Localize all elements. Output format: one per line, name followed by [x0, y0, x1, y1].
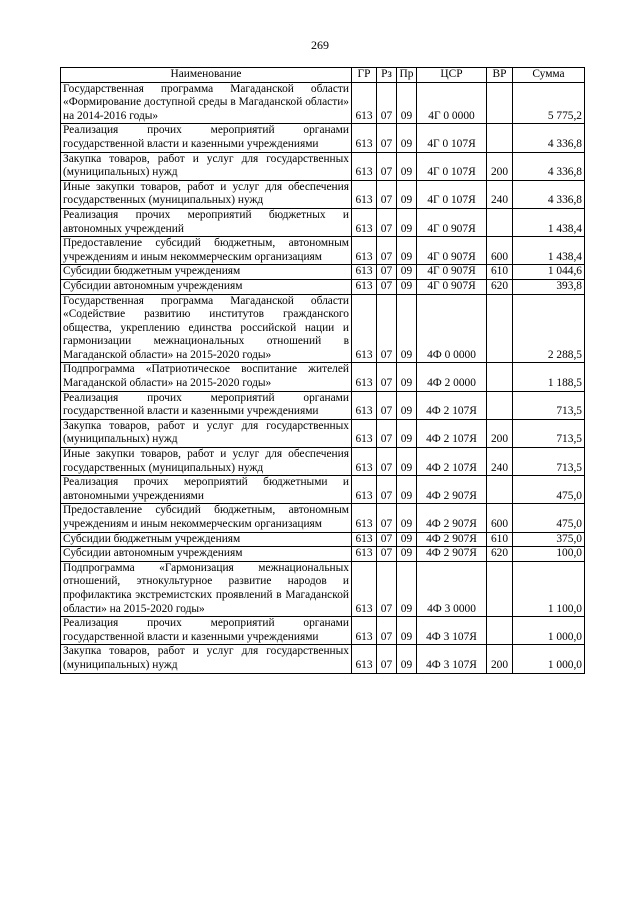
header-name: Наименование	[61, 68, 352, 83]
table-row	[61, 82, 585, 124]
cell-csr: 4Ф 3 107Я	[417, 645, 487, 673]
cell-name: Реализация прочих мероприятий органами государственной власти и казенными учреждениями	[61, 617, 352, 645]
cell-csr: 4Ф 2 107Я	[417, 419, 487, 447]
cell-csr: 4Ф 2 907Я	[417, 476, 487, 504]
cell-sum: 393,8	[513, 279, 585, 294]
cell-csr: 4Ф 2 107Я	[417, 448, 487, 476]
cell-vr	[487, 391, 513, 419]
cell-vr: 200	[487, 419, 513, 447]
header-rz: Рз	[377, 68, 397, 83]
cell-rz: 07	[377, 237, 397, 265]
cell-csr: 4Ф 2 907Я	[417, 504, 487, 532]
table-row	[61, 561, 585, 616]
cell-pr: 09	[397, 645, 417, 673]
cell-name: Закупка товаров, работ и услуг для государственных (муниципальных) нужд	[61, 152, 352, 180]
cell-pr: 09	[397, 419, 417, 447]
cell-gr: 613	[352, 504, 377, 532]
cell-name: Государственная программа Магаданской области «Формирование доступной среды в Магаданской области» на 2014-2016 годы»	[61, 82, 352, 124]
cell-csr: 4Г 0 107Я	[417, 124, 487, 152]
cell-pr: 09	[397, 532, 417, 547]
cell-sum: 1 100,0	[513, 561, 585, 616]
cell-csr: 4Г 0 907Я	[417, 208, 487, 236]
cell-pr: 09	[397, 237, 417, 265]
table-row	[61, 391, 585, 419]
cell-rz: 07	[377, 476, 397, 504]
table-row	[61, 180, 585, 208]
header-pr: Пр	[397, 68, 417, 83]
cell-sum: 4 336,8	[513, 180, 585, 208]
cell-gr: 613	[352, 279, 377, 294]
cell-name: Субсидии автономным учреждениям	[61, 547, 352, 562]
table-row	[61, 617, 585, 645]
table-row	[61, 363, 585, 391]
table-row	[61, 532, 585, 547]
cell-vr	[487, 363, 513, 391]
cell-name: Предоставление субсидий бюджетным, автономным учреждениям и иным некоммерческим организациям	[61, 504, 352, 532]
cell-vr: 240	[487, 180, 513, 208]
cell-rz: 07	[377, 208, 397, 236]
budget-table	[60, 67, 585, 674]
cell-csr: 4Г 0 0000	[417, 82, 487, 124]
cell-pr: 09	[397, 448, 417, 476]
cell-pr: 09	[397, 180, 417, 208]
cell-pr: 09	[397, 294, 417, 363]
cell-vr	[487, 208, 513, 236]
cell-name: Реализация прочих мероприятий бюджетными и автономными учреждениями	[61, 476, 352, 504]
cell-csr: 4Ф 2 107Я	[417, 391, 487, 419]
cell-vr: 200	[487, 645, 513, 673]
cell-csr: 4Ф 2 907Я	[417, 532, 487, 547]
table-row	[61, 124, 585, 152]
cell-gr: 613	[352, 124, 377, 152]
cell-gr: 613	[352, 561, 377, 616]
cell-vr	[487, 617, 513, 645]
cell-sum: 1 188,5	[513, 363, 585, 391]
cell-name: Иные закупки товаров, работ и услуг для обеспечения государственных (муниципальных) нужд	[61, 448, 352, 476]
cell-rz: 07	[377, 561, 397, 616]
cell-gr: 613	[352, 363, 377, 391]
table-row	[61, 419, 585, 447]
cell-vr: 600	[487, 237, 513, 265]
cell-gr: 613	[352, 152, 377, 180]
cell-vr	[487, 561, 513, 616]
cell-rz: 07	[377, 82, 397, 124]
cell-vr	[487, 124, 513, 152]
cell-csr: 4Г 0 107Я	[417, 180, 487, 208]
table-row	[61, 208, 585, 236]
table-row	[61, 547, 585, 562]
cell-name: Предоставление субсидий бюджетным, автономным учреждениям и иным некоммерческим организациям	[61, 237, 352, 265]
cell-pr: 09	[397, 363, 417, 391]
table-row	[61, 152, 585, 180]
cell-vr	[487, 82, 513, 124]
cell-sum: 713,5	[513, 419, 585, 447]
header-vr: ВР	[487, 68, 513, 83]
cell-rz: 07	[377, 180, 397, 208]
cell-name: Реализация прочих мероприятий органами государственной власти и казенными учреждениями	[61, 391, 352, 419]
cell-pr: 09	[397, 476, 417, 504]
cell-gr: 613	[352, 180, 377, 208]
cell-vr	[487, 476, 513, 504]
cell-pr: 09	[397, 82, 417, 124]
cell-gr: 613	[352, 645, 377, 673]
cell-rz: 07	[377, 504, 397, 532]
cell-rz: 07	[377, 391, 397, 419]
cell-sum: 1 044,6	[513, 265, 585, 280]
cell-name: Закупка товаров, работ и услуг для государственных (муниципальных) нужд	[61, 645, 352, 673]
cell-csr: 4Ф 2 0000	[417, 363, 487, 391]
cell-name: Иные закупки товаров, работ и услуг для обеспечения государственных (муниципальных) нужд	[61, 180, 352, 208]
cell-sum: 1 000,0	[513, 645, 585, 673]
cell-rz: 07	[377, 645, 397, 673]
cell-pr: 09	[397, 152, 417, 180]
cell-rz: 07	[377, 152, 397, 180]
cell-vr: 620	[487, 547, 513, 562]
cell-name: Закупка товаров, работ и услуг для государственных (муниципальных) нужд	[61, 419, 352, 447]
table-row	[61, 294, 585, 363]
cell-csr: 4Ф 3 0000	[417, 561, 487, 616]
cell-rz: 07	[377, 294, 397, 363]
cell-sum: 375,0	[513, 532, 585, 547]
cell-sum: 475,0	[513, 504, 585, 532]
cell-vr: 200	[487, 152, 513, 180]
table-row	[61, 448, 585, 476]
cell-pr: 09	[397, 208, 417, 236]
cell-gr: 613	[352, 419, 377, 447]
cell-sum: 4 336,8	[513, 152, 585, 180]
cell-csr: 4Ф 0 0000	[417, 294, 487, 363]
page-number: 269	[311, 38, 329, 52]
cell-rz: 07	[377, 363, 397, 391]
cell-gr: 613	[352, 237, 377, 265]
table-row	[61, 476, 585, 504]
cell-sum: 713,5	[513, 448, 585, 476]
cell-sum: 713,5	[513, 391, 585, 419]
cell-name: Субсидии автономным учреждениям	[61, 279, 352, 294]
cell-rz: 07	[377, 617, 397, 645]
cell-pr: 09	[397, 124, 417, 152]
cell-pr: 09	[397, 504, 417, 532]
table-row	[61, 237, 585, 265]
cell-name: Подпрограмма «Гармонизация межнациональных отношений, этнокультурное развитие народов и профилактика экстремистских проявлений в Магаданской области» на 2015-2020 годы»	[61, 561, 352, 616]
cell-name: Государственная программа Магаданской области «Содействие развитию институтов гражданского общества, укреплению единства российской нации и гармонизации межнациональных отношений в Магаданской области» на 2015-2020 годы»	[61, 294, 352, 363]
cell-gr: 613	[352, 617, 377, 645]
cell-csr: 4Г 0 107Я	[417, 152, 487, 180]
cell-name: Реализация прочих мероприятий бюджетных и автономных учреждений	[61, 208, 352, 236]
cell-sum: 1 438,4	[513, 237, 585, 265]
cell-vr: 600	[487, 504, 513, 532]
cell-sum: 5 775,2	[513, 82, 585, 124]
cell-sum: 2 288,5	[513, 294, 585, 363]
header-gr: ГР	[352, 68, 377, 83]
cell-gr: 613	[352, 476, 377, 504]
header-csr: ЦСР	[417, 68, 487, 83]
cell-vr: 610	[487, 532, 513, 547]
cell-rz: 07	[377, 547, 397, 562]
cell-gr: 613	[352, 448, 377, 476]
table-row	[61, 279, 585, 294]
cell-pr: 09	[397, 265, 417, 280]
cell-gr: 613	[352, 532, 377, 547]
cell-rz: 07	[377, 532, 397, 547]
cell-vr: 620	[487, 279, 513, 294]
cell-sum: 1 438,4	[513, 208, 585, 236]
cell-pr: 09	[397, 617, 417, 645]
cell-sum: 475,0	[513, 476, 585, 504]
cell-name: Реализация прочих мероприятий органами государственной власти и казенными учреждениями	[61, 124, 352, 152]
cell-name: Подпрограмма «Патриотическое воспитание жителей Магаданской области» на 2015-2020 годы»	[61, 363, 352, 391]
cell-csr: 4Г 0 907Я	[417, 279, 487, 294]
cell-gr: 613	[352, 391, 377, 419]
table-row	[61, 645, 585, 673]
cell-csr: 4Ф 3 107Я	[417, 617, 487, 645]
table-header-row	[61, 68, 585, 83]
cell-rz: 07	[377, 279, 397, 294]
cell-gr: 613	[352, 265, 377, 280]
cell-csr: 4Ф 2 907Я	[417, 547, 487, 562]
cell-gr: 613	[352, 294, 377, 363]
cell-pr: 09	[397, 391, 417, 419]
cell-rz: 07	[377, 419, 397, 447]
cell-gr: 613	[352, 208, 377, 236]
cell-vr	[487, 294, 513, 363]
cell-rz: 07	[377, 448, 397, 476]
cell-gr: 613	[352, 82, 377, 124]
cell-pr: 09	[397, 547, 417, 562]
table-body	[61, 82, 585, 673]
header-sum: Сумма	[513, 68, 585, 83]
table-row	[61, 265, 585, 280]
cell-csr: 4Г 0 907Я	[417, 237, 487, 265]
cell-rz: 07	[377, 265, 397, 280]
table-row	[61, 504, 585, 532]
cell-rz: 07	[377, 124, 397, 152]
cell-csr: 4Г 0 907Я	[417, 265, 487, 280]
cell-sum: 100,0	[513, 547, 585, 562]
cell-name: Субсидии бюджетным учреждениям	[61, 532, 352, 547]
cell-sum: 4 336,8	[513, 124, 585, 152]
cell-gr: 613	[352, 547, 377, 562]
cell-vr: 610	[487, 265, 513, 280]
cell-sum: 1 000,0	[513, 617, 585, 645]
cell-vr: 240	[487, 448, 513, 476]
cell-pr: 09	[397, 561, 417, 616]
cell-pr: 09	[397, 279, 417, 294]
cell-name: Субсидии бюджетным учреждениям	[61, 265, 352, 280]
